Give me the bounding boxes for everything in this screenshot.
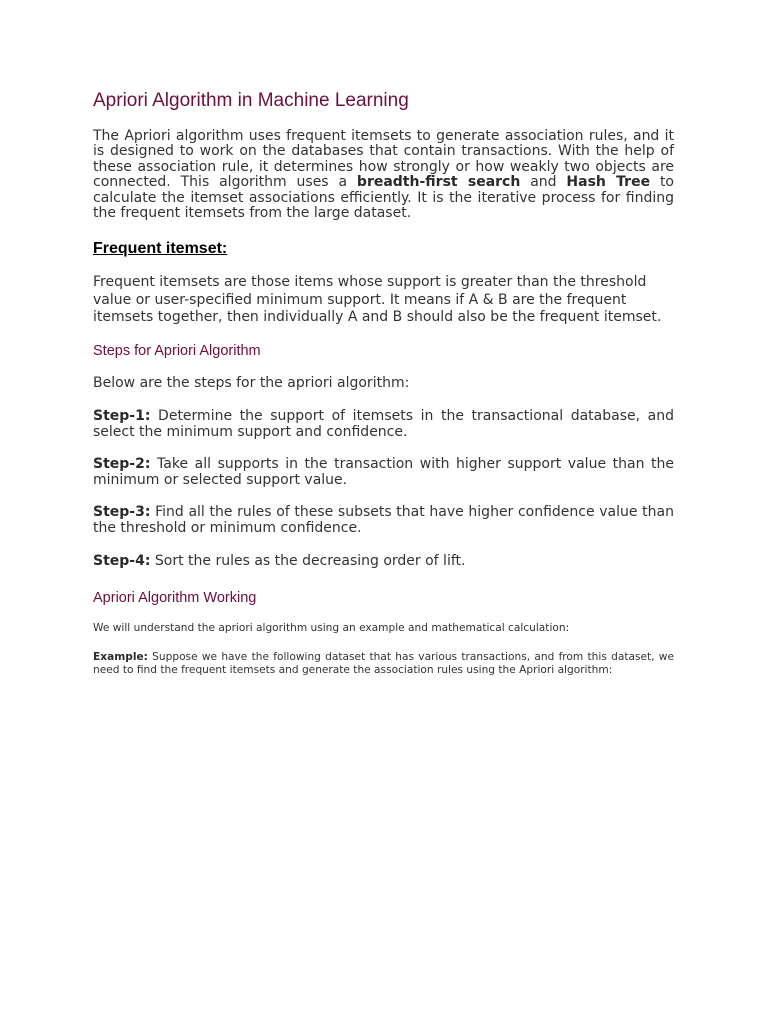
intro-text-before: The Apriori algorithm uses frequent itemsets to generate association rules, and it is designed to work on the databases that contain transactions. With the help of these association rule, it determines how strongly or how weakly two objects are connected. This algorithm uses a	[93, 128, 674, 191]
step-2-text: Take all supports in the transaction with higher support value than the minimum or selected support value.	[93, 456, 674, 488]
example-label: Example:	[93, 651, 148, 663]
frequent-itemset-paragraph: Frequent itemsets are those items whose support is greater than the threshold value or user-specified minimum support. It means if A & B are the frequent itemsets together, then individually A and B should also be the frequent itemset.	[93, 274, 662, 325]
page-title: Apriori Algorithm in Machine Learning	[93, 90, 409, 111]
intro-paragraph	[93, 129, 674, 221]
step-4-label: Step-4:	[93, 553, 151, 569]
step-4	[93, 554, 674, 570]
step-3-label: Step-3:	[93, 504, 151, 520]
step-2-label: Step-2:	[93, 456, 151, 472]
example-text: Suppose we have the following dataset that has various transactions, and from this dataset, we need to find the frequent itemsets and generate the association rules using the Apriori algorithm:	[93, 651, 674, 676]
step-2	[93, 457, 674, 488]
step-1-label: Step-1:	[93, 408, 151, 424]
working-heading: Apriori Algorithm Working	[93, 590, 257, 606]
intro-bold-hash-tree: Hash Tree	[566, 174, 651, 191]
step-3	[93, 505, 674, 536]
example-paragraph	[93, 651, 674, 676]
steps-intro: Below are the steps for the apriori algorithm:	[93, 375, 410, 391]
working-intro: We will understand the apriori algorithm using an example and mathematical calculation:	[93, 622, 570, 634]
intro-text-after: to calculate the itemset associations efficiently. It is the iterative process for finding the frequent itemsets from the large dataset.	[93, 174, 674, 222]
intro-text-between: and	[520, 174, 567, 191]
step-3-text: Find all the rules of these subsets that have higher confidence value than the threshold or minimum confidence.	[93, 504, 674, 536]
steps-heading: Steps for Apriori Algorithm	[93, 343, 261, 359]
step-1-text: Determine the support of itemsets in the transactional database, and select the minimum support and confidence.	[93, 408, 674, 440]
intro-bold-breadth-first-search: breadth-first search	[356, 174, 521, 191]
frequent-itemset-heading: Frequent itemset:	[93, 240, 228, 257]
step-1	[93, 409, 674, 440]
step-4-text: Sort the rules as the decreasing order of lift.	[150, 553, 466, 569]
